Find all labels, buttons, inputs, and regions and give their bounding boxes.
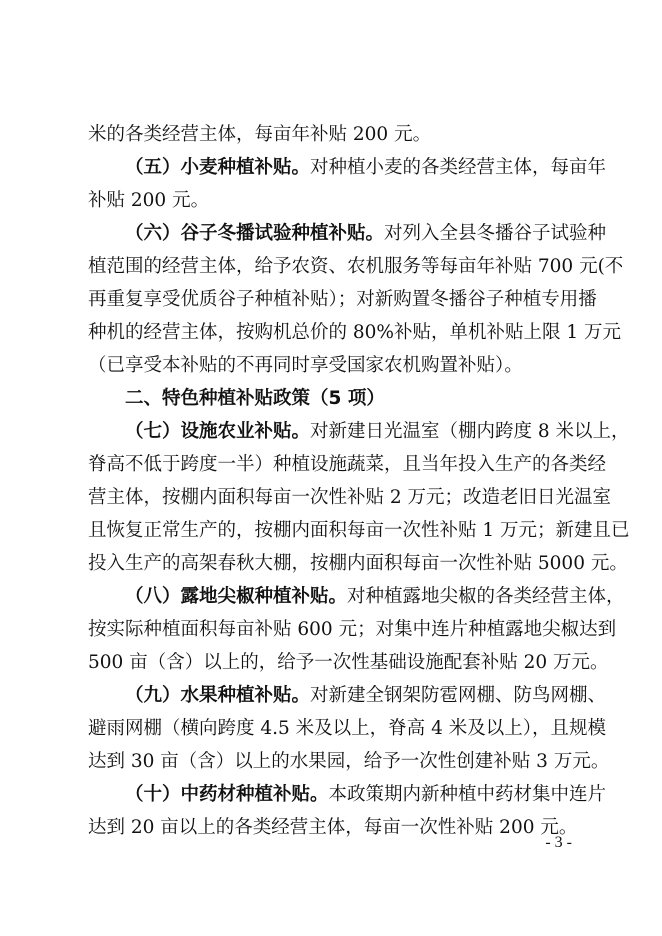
subsection-title: （八）露地尖椒种植补贴。	[125, 586, 348, 607]
body-text: 米的各类经营主体，每亩年补贴 200 元。	[88, 124, 432, 145]
body-text: 投入生产的高架春秋大棚，按棚内面积每亩一次性补贴 5000 元。	[88, 553, 628, 574]
text-line	[88, 514, 630, 547]
body-text: 本政策期内新种植中药材集中连片	[328, 784, 607, 805]
text-line	[88, 316, 622, 349]
text-line	[88, 349, 588, 382]
text-line	[88, 646, 609, 679]
subsection-title: （九）水果种植补贴。	[125, 685, 311, 706]
body-text: （已享受本补贴的不再同时享受国家农机购置补贴）。	[88, 355, 523, 376]
page-number: - 3 -	[545, 834, 572, 851]
body-text: 补贴 200 元。	[88, 190, 210, 211]
text-line	[88, 547, 628, 580]
subsection-title: （五）小麦种植补贴。	[125, 157, 311, 178]
body-text: 避雨网棚（横向跨度 4.5 米及以上，脊高 4 米及以上），且规模	[88, 718, 606, 739]
body-text: 植范围的经营主体，给予农资、农机服务等每亩年补贴 700 元(不	[88, 256, 624, 277]
text-line	[88, 745, 610, 778]
text-line	[88, 118, 588, 151]
body-text: 达到 30 亩（含）以上的水果园，给予一次性创建补贴 3 万元。	[88, 751, 610, 772]
body-text: 500 亩（含）以上的，给予一次性基础设施配套补贴 20 万元。	[88, 652, 609, 673]
text-line	[88, 679, 607, 712]
text-line	[88, 250, 624, 283]
text-line	[88, 580, 625, 613]
text-line	[88, 217, 607, 250]
body-text: 对列入全县冬播谷子试验种	[384, 223, 607, 244]
text-line	[88, 811, 588, 844]
text-line	[88, 283, 597, 316]
body-text: 对种植小麦的各类经营主体，每亩年	[310, 157, 607, 178]
body-text: 对新建日光温室（棚内跨度 8 米以上，	[310, 421, 630, 442]
text-line	[88, 712, 606, 745]
body-text: 对新建全钢架防雹网棚、防鸟网棚、	[310, 685, 607, 706]
text-line	[88, 448, 607, 481]
text-line	[88, 481, 612, 514]
body-text: 且恢复正常生产的，按棚内面积每亩一次性补贴 1 万元；新建且已	[88, 520, 630, 541]
section-heading: 二、特色种植补贴政策（5 项）	[125, 388, 385, 409]
subsection-title: （七）设施农业补贴。	[125, 421, 311, 442]
document-body	[88, 118, 630, 844]
body-text: 脊高不低于跨度一半）种植设施蔬菜，且当年投入生产的各类经	[88, 454, 607, 475]
text-line	[88, 415, 630, 448]
text-line	[88, 184, 588, 217]
body-text: 种机的经营主体，按购机总价的 80%补贴，单机补贴上限 1 万元	[88, 322, 622, 343]
text-line	[88, 382, 588, 415]
body-text: 营主体，按棚内面积每亩一次性补贴 2 万元；改造老旧日光温室	[88, 487, 612, 508]
body-text: 再重复享受优质谷子种植补贴）；对新购置冬播谷子种植专用播	[88, 289, 597, 310]
body-text: 对种植露地尖椒的各类经营主体，	[347, 586, 625, 607]
text-line	[88, 778, 607, 811]
body-text: 按实际种植面积每亩补贴 600 元；对集中连片种植露地尖椒达到	[88, 619, 617, 640]
text-line	[88, 613, 617, 646]
subsection-title: （十）中药材种植补贴。	[125, 784, 329, 805]
text-line	[88, 151, 607, 184]
body-text: 达到 20 亩以上的各类经营主体，每亩一次性补贴 200 元。	[88, 817, 578, 838]
subsection-title: （六）谷子冬播试验种植补贴。	[125, 223, 385, 244]
